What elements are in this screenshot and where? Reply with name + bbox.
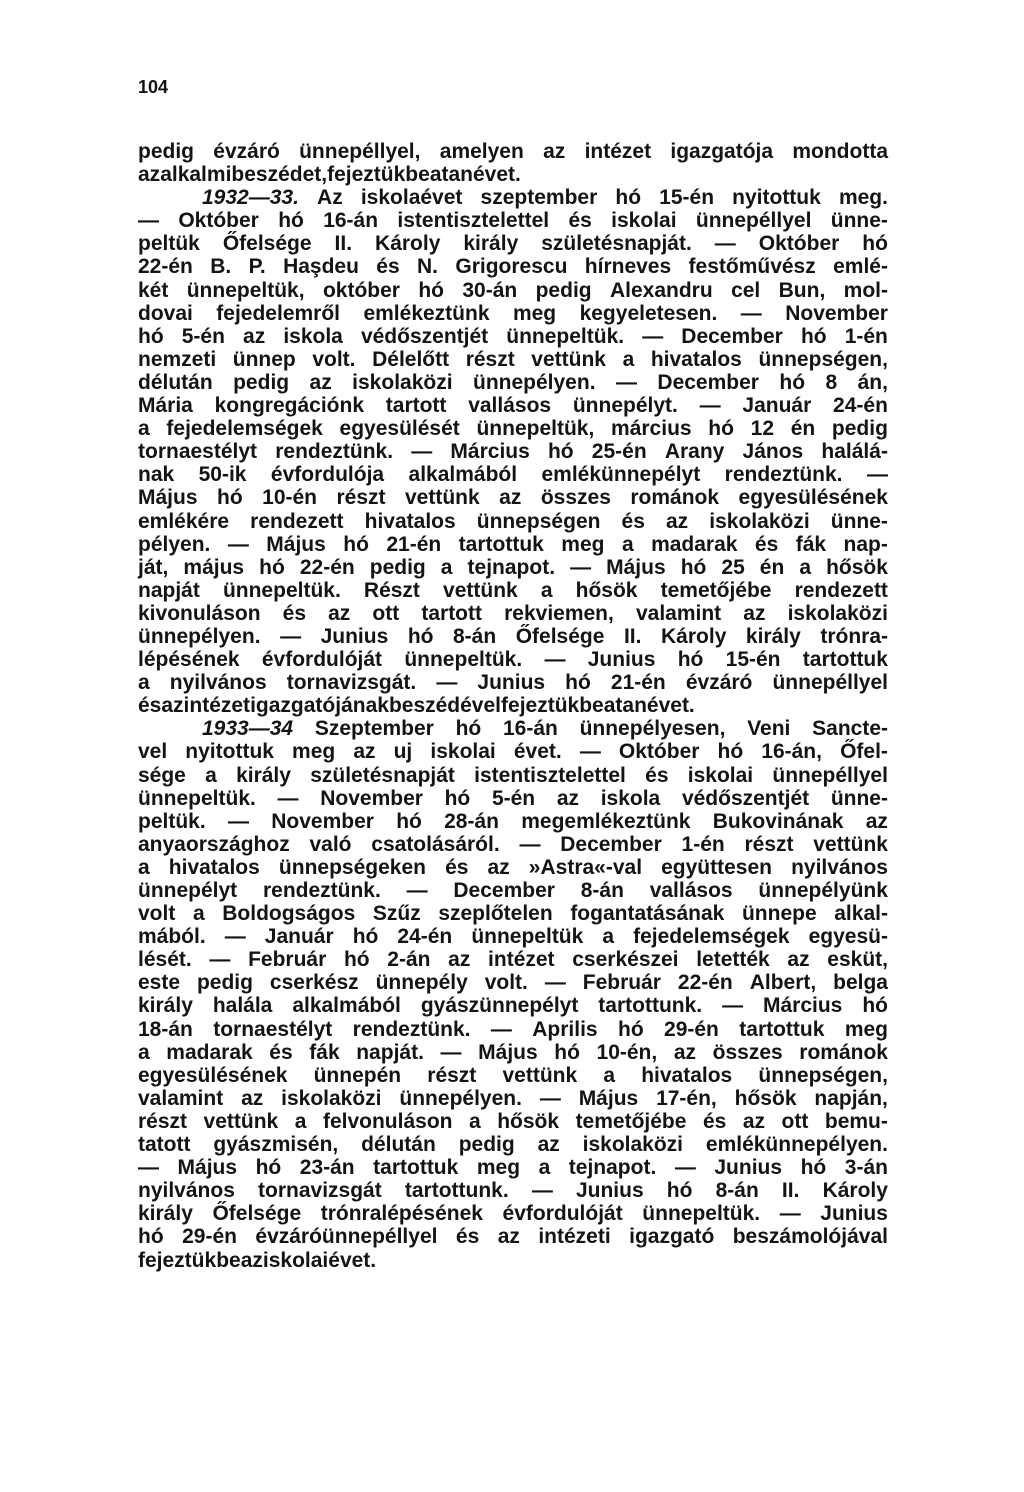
text-line: lését. — Február hó 2-án az intézet cserkészei letették az esküt, xyxy=(138,948,888,972)
text-line: egyesülésének ünnepén részt vettünk a hivatalos ünnepségen, xyxy=(138,1063,888,1087)
text-line: fejeztük be az iskolai évet. xyxy=(138,1248,377,1272)
text-line: ünnepélyt rendeztünk. — December 8-án vallásos ünnepélyünk xyxy=(138,879,888,902)
text-line: délután pedig az iskolaközi ünnepélyen. — December hó 8 án, xyxy=(138,370,888,394)
text-line: részt vettünk a felvonuláson a hősök temetőjébe és az ott bemu- xyxy=(138,1109,888,1133)
text-line: a hivatalos ünnepségeken és az »Astra«-val együttesen nyilvános xyxy=(138,855,888,879)
text-line: ját, május hó 22-én pedig a tejnapot. — Május hó 25 én a hősök xyxy=(138,555,888,579)
text-line: 1933—34 Szeptember hó 16-án ünnepélyesen, Veni Sancte- xyxy=(202,717,888,741)
text-line: 18-án tornaestélyt rendeztünk. — Aprilis hó 29-én tartottuk meg xyxy=(138,1017,888,1041)
text-line: a madarak és fák napját. — Május hó 10-én, az összes románok xyxy=(138,1040,888,1064)
text-line: volt a Boldogságos Szűz szeplőtelen fogantatásának ünnepe alkal- xyxy=(138,902,888,926)
text-line: valamint az iskolaközi ünnepélyen. — Május 17-én, hősök napján, xyxy=(138,1086,888,1110)
text-line: 22-én B. P. Haşdeu és N. Grigorescu hírneves festőművész emlé- xyxy=(138,255,888,279)
text-line: tatott gyászmisén, délután pedig az iskolaközi emlékünnepélyen. xyxy=(138,1133,888,1157)
text-line: nemzeti ünnep volt. Délelőtt részt vettünk a hivatalos ünnepségen, xyxy=(138,347,888,371)
text-line: az alkalmi beszédet, fejeztük be a tanévet. xyxy=(138,163,521,187)
text-line: sége a király születésnapját istentisztelettel és iskolai ünnepéllyel xyxy=(138,763,888,787)
text-line: lépésének évfordulóját ünnepeltük. — Junius hó 15-én tartottuk xyxy=(138,648,888,672)
text-line: két ünnepeltük, október hó 30-án pedig Alexandru cel Bun, mol- xyxy=(138,278,888,302)
text-line: pedig évzáró ünnepéllyel, amelyen az intézet igazgatója mondotta xyxy=(138,140,888,163)
text-line: — Május hó 23-án tartottuk meg a tejnapot. — Junius hó 3-án xyxy=(138,1156,888,1180)
text-line: pélyen. — Május hó 21-én tartottuk meg a madarak és fák nap- xyxy=(138,532,888,556)
text-line: király halála alkalmából gyászünnepélyt tartottunk. — Március hó xyxy=(138,994,888,1018)
text-line: este pedig cserkész ünnepély volt. — Február 22-én Albert, belga xyxy=(138,971,888,995)
text-line: a fejedelemségek egyesülését ünnepeltük, március hó 12 én pedig xyxy=(138,417,888,441)
text-line: tornaestélyt rendeztünk. — Március hó 25-én Arany János halálá- xyxy=(138,440,888,464)
text-line: vel nyitottuk meg az uj iskolai évet. — Október hó 16-án, Őfel- xyxy=(138,740,888,764)
text-line: peltük. — November hó 28-án megemlékeztünk Bukovinának az xyxy=(138,809,888,833)
text-line: hó 29-én évzáróünnepéllyel és az intézeti igazgató beszámolójával xyxy=(138,1225,888,1249)
text-line: peltük Őfelsége II. Károly király születésnapját. — Október hó xyxy=(138,232,888,256)
text-line: — Október hó 16-án istentisztelettel és iskolai ünnepéllyel ünne- xyxy=(138,209,888,233)
text-line: Mária kongregációnk tartott vallásos ünnepélyt. — Január 24-én xyxy=(138,394,888,418)
text-line: anyaországhoz való csatolásáról. — December 1-én részt vettünk xyxy=(138,832,888,856)
page-number: 104 xyxy=(138,77,169,97)
text-line: nak 50-ik évfordulója alkalmából emlékünnepélyt rendeztünk. — xyxy=(138,463,888,487)
text-line: Május hó 10-én részt vettünk az összes románok egyesülésének xyxy=(138,486,888,510)
body-text xyxy=(138,140,888,1272)
text-line: emlékére rendezett hivatalos ünnepségen és az iskolaközi ünne- xyxy=(138,509,888,533)
text-line: király Őfelsége trónralépésének évfordulóját ünnepeltük. — Junius xyxy=(138,1202,888,1226)
text-line: ünnepélyen. — Junius hó 8-án Őfelsége II. Károly király trónra- xyxy=(138,624,888,648)
text-line: és az intézet igazgatójának beszédével fejeztük be a tanévet. xyxy=(138,694,695,718)
text-line: 1932—33. Az iskolaévet szeptember hó 15-én nyitottuk meg. xyxy=(202,186,888,210)
text-line: nyilvános tornavizsgát tartottunk. — Junius hó 8-án II. Károly xyxy=(138,1179,888,1203)
text-line: napját ünnepeltük. Részt vettünk a hősök temetőjébe rendezett xyxy=(138,578,888,602)
text-line: hó 5-én az iskola védőszentjét ünnepeltük. — December hó 1-én xyxy=(138,324,888,348)
text-line: kivonuláson és az ott tartott rekviemen, valamint az iskolaközi xyxy=(138,601,888,625)
school-year-heading: 1932—33. xyxy=(202,186,299,210)
text-line: ünnepeltük. — November hó 5-én az iskola védőszentjét ünne- xyxy=(138,786,888,810)
text-line: dovai fejedelemről emlékeztünk meg kegyeletesen. — November xyxy=(138,301,888,325)
text-line: mából. — Január hó 24-én ünnepeltük a fejedelemségek egyesü- xyxy=(138,925,888,949)
text-line: a nyilvános tornavizsgát. — Junius hó 21-én évzáró ünnepéllyel xyxy=(138,671,888,695)
school-year-heading: 1933—34 xyxy=(202,717,294,741)
